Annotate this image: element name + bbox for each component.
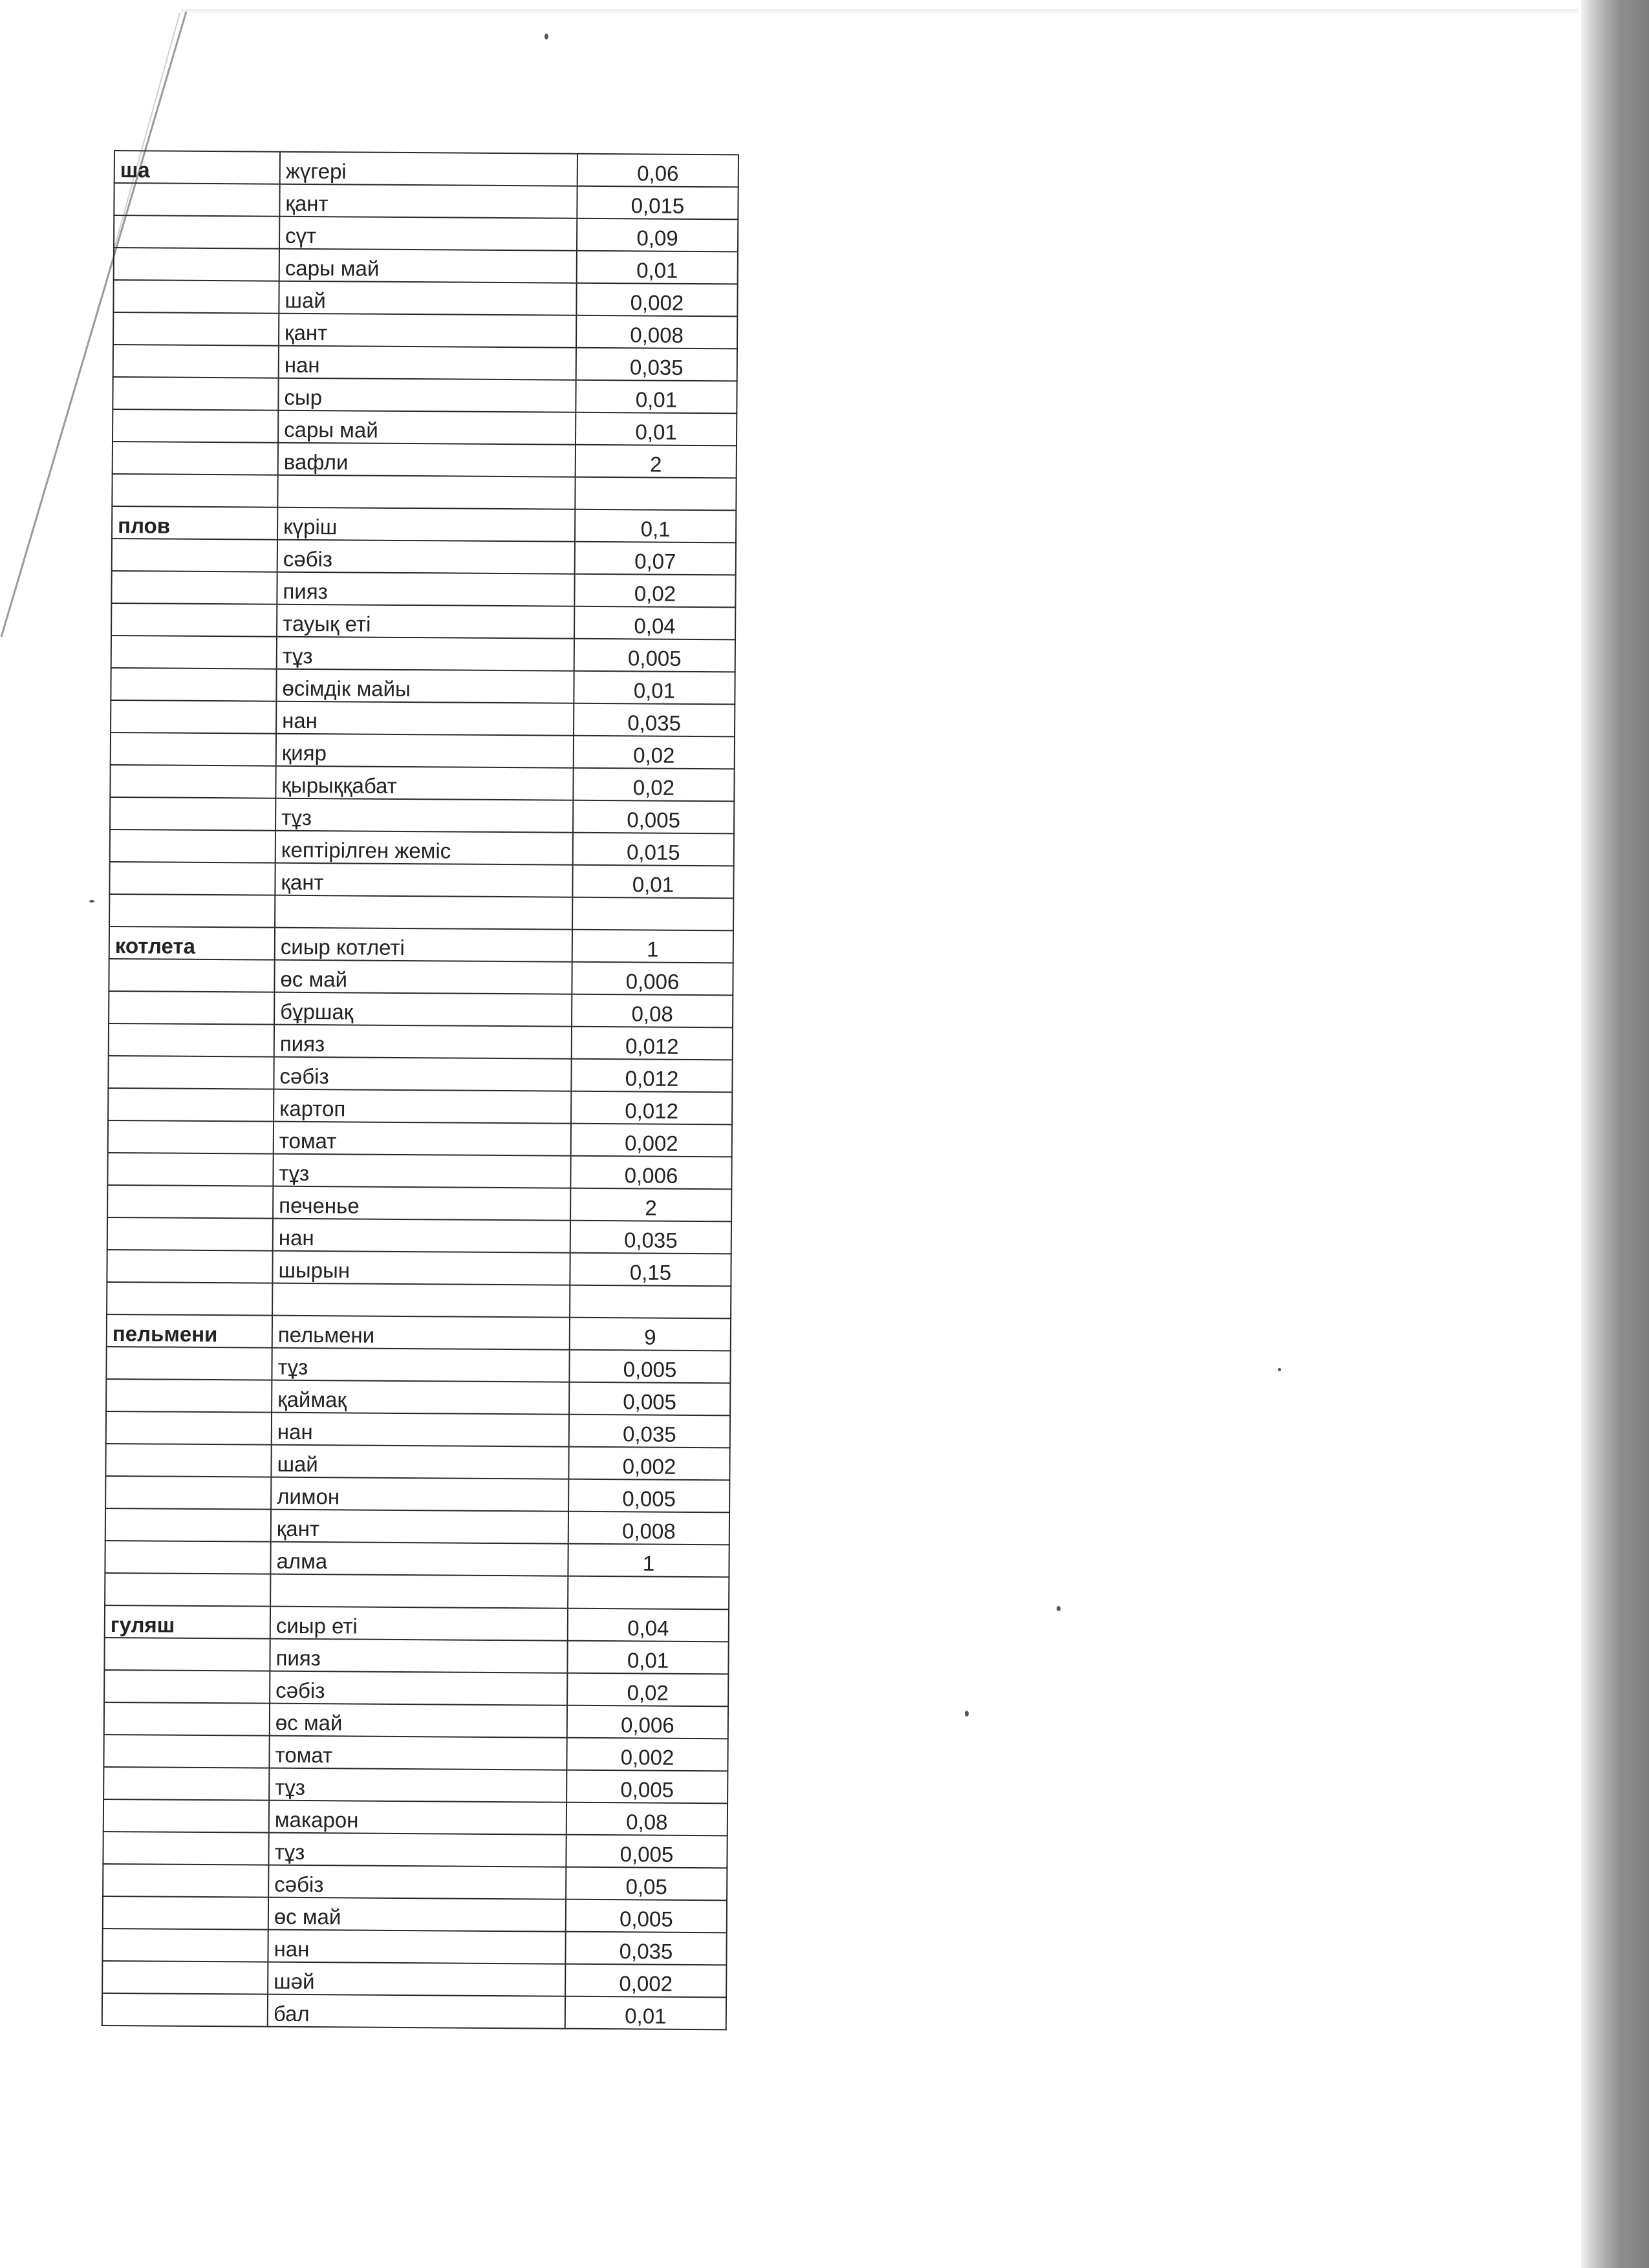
dish-name-cell (107, 1217, 273, 1251)
table-row (109, 1023, 733, 1060)
dish-name-cell (105, 1476, 271, 1510)
dish-name-cell (109, 1023, 274, 1057)
quantity-cell: 0,005 (574, 639, 735, 672)
quantity-cell (568, 1576, 729, 1610)
dish-name-cell (105, 1508, 271, 1542)
ingredient-cell: тұз (272, 1348, 569, 1382)
table-row (114, 248, 738, 284)
quantity-cell: 0,01 (574, 671, 735, 705)
scan-speck (89, 900, 94, 903)
ingredient-cell: макарон (269, 1801, 566, 1835)
ingredient-cell: тұз (275, 798, 573, 833)
quantity-cell: 0,04 (574, 606, 735, 640)
quantity-cell: 1 (568, 1544, 729, 1578)
dish-name-cell (111, 571, 277, 604)
ingredient-cell: қант (279, 184, 577, 219)
ingredient-cell: сиыр котлеті (275, 928, 572, 962)
dish-name-cell (102, 1961, 268, 1995)
table-row (108, 1056, 732, 1092)
quantity-cell: 0,012 (571, 1091, 732, 1125)
quantity-cell: 0,005 (569, 1382, 730, 1416)
dish-name-cell (112, 539, 277, 572)
ingredient-cell: сәбіз (277, 540, 575, 574)
ingredient-cell: пияз (270, 1639, 567, 1673)
quantity-cell: 0,02 (574, 574, 735, 608)
dish-name-cell (113, 377, 278, 411)
quantity-cell: 0,035 (570, 1221, 731, 1254)
ingredient-cell: қырыққабат (275, 766, 573, 800)
ingredient-cell: тұз (268, 1833, 566, 1867)
quantity-cell: 0,005 (566, 1899, 727, 1933)
quantity-cell: 0,035 (569, 1415, 730, 1448)
ingredient-cell: сары май (279, 249, 577, 283)
dish-name-cell (114, 248, 279, 281)
ingredient-cell: қант (279, 314, 576, 348)
dish-name-cell (103, 1735, 269, 1768)
table-row (102, 1993, 726, 2029)
dish-name-cell (107, 1250, 272, 1283)
quantity-cell: 1 (572, 930, 733, 963)
dish-name-cell: плов (112, 506, 277, 540)
quantity-cell: 0,09 (577, 219, 738, 252)
ingredient-cell: лимон (271, 1477, 568, 1512)
dish-name-cell (108, 1088, 274, 1122)
table-row (112, 506, 736, 542)
ingredient-cell: картоп (274, 1089, 571, 1124)
quantity-cell: 0,15 (570, 1253, 731, 1287)
ingredient-cell: пияз (274, 1025, 572, 1059)
table-row (104, 1702, 728, 1738)
quantity-cell: 0,05 (566, 1867, 727, 1901)
quantity-cell (570, 1285, 731, 1319)
dish-name-cell (106, 1379, 272, 1413)
dish-name-cell (107, 1153, 273, 1186)
table-row (113, 442, 737, 478)
table-row (105, 1444, 729, 1480)
dish-name-cell (109, 991, 274, 1025)
menu-ingredients-table (102, 150, 739, 2030)
quantity-cell: 0,015 (573, 833, 734, 866)
dish-name-cell (111, 733, 276, 766)
dish-name-cell (103, 1896, 268, 1930)
table-row (103, 1832, 727, 1868)
dish-name-cell (108, 1056, 274, 1089)
quantity-cell: 0,002 (576, 283, 737, 317)
ingredient-cell: сиыр еті (270, 1607, 568, 1641)
dish-name-cell (105, 1541, 270, 1574)
table-row (105, 1605, 729, 1642)
quantity-cell: 0,04 (568, 1609, 729, 1642)
table-row (113, 345, 737, 381)
dish-name-cell (104, 1638, 270, 1671)
table-row (103, 1864, 727, 1900)
table-row (102, 1929, 726, 1965)
table-row (103, 1896, 727, 1932)
dish-name-cell (111, 636, 277, 669)
scan-speck (544, 34, 548, 39)
table-row-spacer (105, 1573, 729, 1609)
quantity-cell: 0,02 (573, 768, 734, 802)
scan-top-edge (181, 9, 1578, 14)
ingredient-cell: томат (274, 1122, 571, 1156)
table-row (105, 1508, 729, 1545)
table-body (102, 151, 738, 2029)
table-row (111, 603, 735, 639)
ingredient-cell: қияр (276, 734, 574, 768)
quantity-cell: 0,006 (572, 962, 733, 996)
ingredient-cell: сәбіз (268, 1865, 566, 1899)
quantity-cell: 0,1 (575, 509, 736, 543)
table-row (111, 571, 735, 607)
table-row (107, 1250, 731, 1286)
ingredient-cell: қаймақ (272, 1380, 569, 1415)
dish-name-cell (102, 1929, 268, 1962)
ingredient-cell: сыр (278, 378, 576, 412)
quantity-cell: 0,08 (566, 1803, 727, 1836)
quantity-cell: 0,006 (570, 1156, 731, 1190)
table-row (111, 700, 735, 736)
scan-binding-shadow (1581, 0, 1649, 2268)
dish-name-cell (110, 765, 275, 798)
table-row (114, 183, 738, 219)
dish-name-cell (107, 1282, 272, 1316)
quantity-cell: 0,035 (574, 703, 735, 737)
scan-speck (1278, 1368, 1281, 1371)
ingredient-cell: томат (269, 1736, 566, 1770)
quantity-cell: 0,01 (576, 412, 737, 446)
table-row (108, 1120, 732, 1157)
table-row-spacer (109, 894, 733, 930)
ingredient-cell: өс май (270, 1704, 567, 1738)
ingredient-cell: шәй (268, 1962, 565, 1996)
quantity-cell: 9 (570, 1318, 731, 1351)
dish-name-cell: гуляш (105, 1605, 270, 1639)
ingredient-cell: өсімдік майы (276, 669, 574, 703)
table-row (109, 862, 733, 898)
dish-name-cell (109, 959, 274, 992)
table-row (112, 539, 736, 575)
dish-name-cell: ша (114, 151, 280, 184)
ingredient-cell: печенье (273, 1186, 570, 1221)
table-row (109, 959, 733, 995)
dish-name-cell (113, 345, 279, 378)
quantity-cell (572, 897, 733, 931)
table-row (113, 312, 737, 348)
dish-name-cell (103, 1799, 269, 1833)
ingredient-cell: сәбіз (270, 1671, 567, 1706)
quantity-cell: 0,012 (572, 1027, 733, 1060)
table-row-spacer (107, 1282, 731, 1318)
dish-name-cell: пельмени (107, 1314, 272, 1348)
dish-name-cell (103, 1864, 268, 1898)
quantity-cell: 0,002 (566, 1738, 727, 1771)
table-row (104, 1670, 728, 1706)
quantity-cell: 0,01 (577, 251, 738, 284)
quantity-cell: 0,002 (565, 1964, 726, 1998)
dish-name-cell (111, 700, 276, 734)
ingredient-cell: нан (272, 1413, 569, 1447)
quantity-cell: 0,01 (572, 865, 733, 899)
quantity-cell: 0,02 (567, 1673, 728, 1707)
table-row (110, 765, 734, 801)
ingredient-cell: өс май (268, 1898, 566, 1932)
table-row (106, 1411, 730, 1448)
table-row (104, 1638, 728, 1674)
table-row (106, 1379, 730, 1415)
ingredient-cell (277, 475, 575, 509)
table-row (103, 1799, 727, 1835)
table-row (111, 636, 735, 672)
quantity-cell: 0,035 (565, 1932, 726, 1965)
ingredient-cell: жүгері (280, 152, 577, 186)
table-row (107, 1217, 731, 1254)
table-row (108, 1088, 732, 1124)
quantity-cell: 0,005 (568, 1479, 729, 1513)
dish-name-cell (113, 442, 278, 475)
ingredient-cell: пельмени (272, 1316, 570, 1350)
dish-name-cell (105, 1573, 270, 1607)
table-row (106, 1347, 730, 1383)
dish-name-cell (110, 829, 275, 863)
ingredient-cell: тұз (269, 1768, 566, 1803)
table-row (102, 1961, 726, 1997)
scan-speck (965, 1711, 969, 1717)
dish-name-cell (113, 409, 278, 443)
ingredient-cell: сүт (279, 217, 577, 251)
ingredient-cell: өс май (274, 960, 572, 994)
dish-name-cell (111, 668, 276, 701)
quantity-cell (575, 477, 736, 511)
dish-name-cell (106, 1411, 272, 1445)
table-row (113, 409, 737, 445)
dish-name-cell (109, 862, 275, 895)
dish-name-cell (111, 603, 277, 637)
table-row (114, 151, 738, 187)
dish-name-cell (113, 312, 279, 346)
dish-name-cell (105, 1444, 271, 1477)
quantity-cell: 0,015 (577, 186, 738, 220)
quantity-cell: 0,002 (568, 1447, 729, 1481)
dish-name-cell (108, 1120, 274, 1154)
ingredient-cell: қант (275, 863, 572, 897)
dish-name-cell (104, 1702, 270, 1736)
table-row (109, 926, 733, 963)
quantity-cell: 0,005 (569, 1350, 730, 1384)
dish-name-cell (112, 474, 277, 508)
quantity-cell: 0,02 (574, 736, 735, 769)
ingredient-cell: қант (271, 1510, 568, 1544)
ingredient-cell: сары май (278, 411, 576, 445)
table-row (107, 1314, 731, 1351)
table-row (109, 991, 733, 1027)
quantity-cell: 0,08 (572, 994, 733, 1028)
table-row (105, 1541, 729, 1577)
ingredient-cell: шырын (272, 1251, 570, 1285)
table-row (107, 1185, 731, 1221)
ingredient-cell (275, 895, 572, 930)
ingredient-cell: алма (270, 1542, 568, 1576)
ingredient-cell: тұз (273, 1154, 570, 1188)
quantity-cell: 0,008 (568, 1512, 729, 1545)
ingredient-cell (270, 1574, 568, 1609)
quantity-cell: 0,005 (566, 1770, 727, 1804)
table-row (114, 215, 738, 251)
ingredient-cell: кептірілген жеміс (275, 831, 573, 865)
ingredient-cell: бұршақ (274, 992, 572, 1027)
quantity-cell: 0,005 (566, 1835, 727, 1868)
table-row (110, 797, 734, 833)
ingredient-cell (272, 1283, 570, 1318)
dish-name-cell (109, 894, 275, 928)
ingredient-cell: тұз (277, 637, 574, 671)
quantity-cell: 0,006 (567, 1706, 728, 1739)
dish-name-cell (110, 797, 275, 831)
ingredient-cell: вафли (278, 443, 576, 477)
scan-speck (1057, 1606, 1061, 1611)
ingredient-cell: нан (268, 1930, 565, 1964)
quantity-cell: 0,035 (576, 348, 737, 381)
dish-name-cell: котлета (109, 926, 275, 960)
ingredient-cell: сәбіз (274, 1057, 571, 1091)
table-row (113, 280, 737, 316)
quantity-cell: 0,008 (576, 316, 737, 349)
quantity-cell: 0,01 (567, 1641, 728, 1674)
quantity-cell: 0,01 (576, 380, 737, 414)
ingredient-cell: нан (276, 701, 574, 736)
quantity-cell: 2 (576, 445, 737, 478)
table-row (105, 1476, 729, 1512)
table-row (111, 668, 735, 704)
table-row-spacer (112, 474, 736, 510)
dish-name-cell (114, 215, 279, 249)
dish-name-cell (104, 1670, 270, 1704)
table-row (113, 377, 737, 413)
ingredient-cell: пияз (277, 572, 574, 606)
quantity-cell: 0,07 (575, 542, 736, 575)
quantity-cell: 0,01 (565, 1996, 726, 2030)
quantity-cell: 2 (570, 1188, 731, 1222)
dish-name-cell (106, 1347, 272, 1380)
dish-name-cell (114, 183, 279, 217)
ingredient-cell: бал (268, 1995, 565, 2029)
dish-name-cell (102, 1993, 268, 2027)
table-row (111, 733, 735, 769)
table-row (103, 1735, 727, 1771)
dish-name-cell (103, 1832, 268, 1865)
quantity-cell: 0,06 (577, 154, 738, 187)
dish-name-cell (113, 280, 279, 314)
quantity-cell: 0,002 (571, 1124, 732, 1157)
ingredient-cell: нан (279, 346, 576, 380)
table-row (107, 1153, 731, 1189)
ingredient-cell: шай (271, 1445, 568, 1479)
table-row (110, 829, 734, 866)
dish-name-cell (103, 1767, 269, 1801)
ingredient-cell: нан (273, 1219, 570, 1253)
ingredient-cell: шай (279, 281, 576, 316)
table-row (103, 1767, 727, 1803)
quantity-cell: 0,012 (571, 1059, 732, 1093)
ingredient-cell: тауық еті (277, 604, 574, 639)
dish-name-cell (107, 1185, 273, 1219)
quantity-cell: 0,005 (573, 800, 734, 834)
ingredient-cell: күріш (277, 508, 575, 542)
